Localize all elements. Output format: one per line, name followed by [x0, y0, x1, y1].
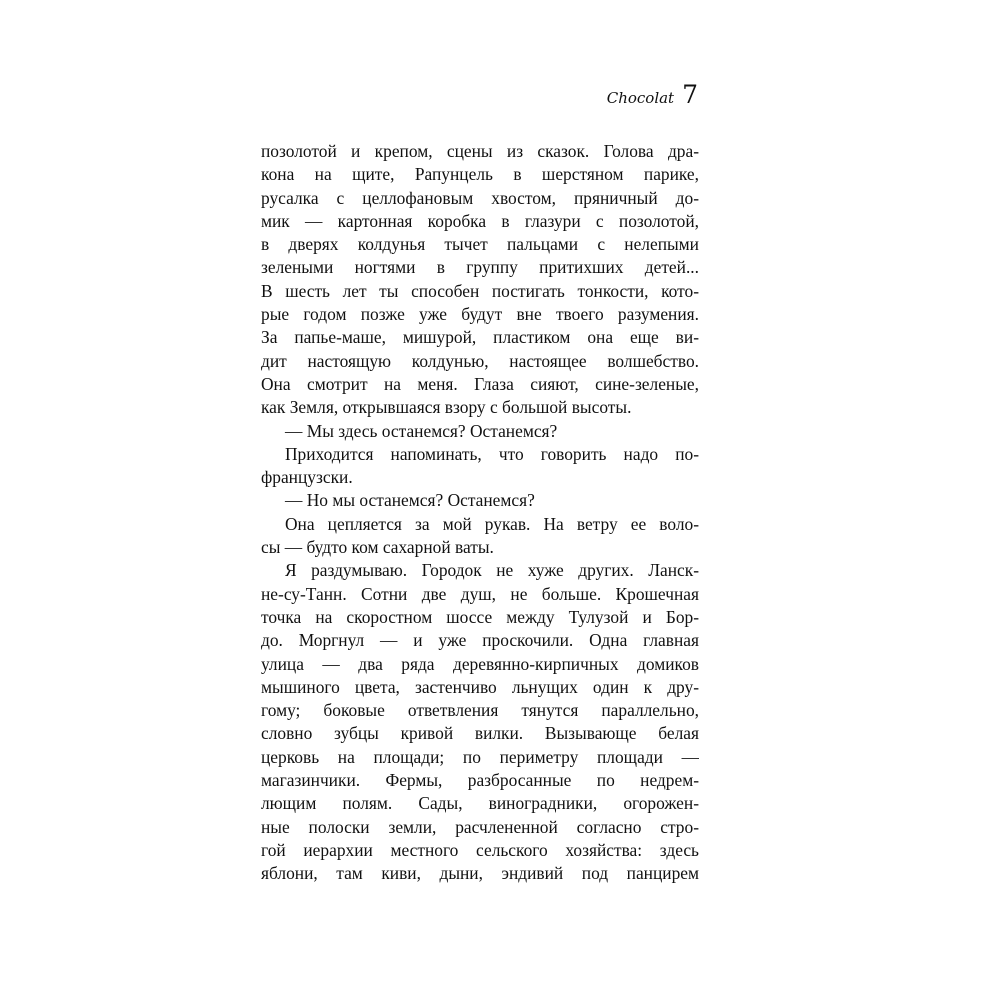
text-line: сы — будто ком сахарной ваты.	[261, 537, 494, 558]
text-line: русалка с целлофановым хвостом, пряничный до-	[261, 187, 699, 208]
text-line: яблони, там киви, дыни, эндивий под панцирем	[261, 863, 699, 884]
text-line: лющим полям. Сады, виноградники, огорожен-	[261, 793, 699, 814]
body-text	[261, 140, 699, 886]
text-line: ные полоски земли, расчлененной согласно стро-	[261, 816, 699, 837]
text-line: улица — два ряда деревянно-кирпичных домиков	[261, 653, 699, 674]
text-line: церковь на площади; по периметру площади —	[261, 746, 699, 767]
text-line: Она смотрит на меня. Глаза сияют, сине-зеленые,	[261, 373, 699, 394]
text-line: точка на скоростном шоссе между Тулузой и Бор-	[261, 606, 699, 627]
text-line: рые годом позже уже будут вне твоего разумения.	[261, 304, 699, 325]
text-line: до. Моргнул — и уже проскочили. Одна главная	[261, 630, 699, 651]
running-head	[607, 80, 698, 114]
text-line: гому; боковые ответвления тянутся параллельно,	[261, 700, 699, 721]
text-line: не-су-Танн. Сотни две душ, не больше. Крошечная	[261, 583, 699, 604]
text-line: За папье-маше, мишурой, пластиком она еще ви-	[261, 327, 699, 348]
text-line: как Земля, открывшаяся взору с большой высоты.	[261, 397, 632, 418]
text-line: Я раздумываю. Городок не хуже других. Ланск-	[285, 560, 699, 581]
text-line: Она цепляется за мой рукав. На ветру ее воло-	[285, 513, 699, 534]
text-line: позолотой и крепом, сцены из сказок. Голова дра-	[261, 141, 699, 161]
text-line: Приходится напоминать, что говорить надо по-	[285, 443, 699, 464]
text-line: зелеными ногтями в группу притихших детей...	[261, 257, 699, 278]
page-number: 7	[682, 80, 698, 109]
text-line: гой иерархии местного сельского хозяйства: здесь	[261, 839, 699, 860]
text-line: французски.	[261, 467, 353, 488]
text-line: — Но мы останемся? Останемся?	[285, 490, 535, 511]
text-line: мик — картонная коробка в глазури с позолотой,	[261, 210, 699, 231]
text-line: дит настоящую колдунью, настоящее волшебство.	[261, 350, 699, 371]
text-line: в дверях колдунья тычет пальцами с нелепыми	[261, 234, 699, 255]
text-line: кона на щите, Рапунцель в шерстяном парике,	[261, 164, 699, 185]
text-line: мышиного цвета, застенчиво льнущих один к дру-	[261, 676, 699, 697]
text-line: словно зубцы кривой вилки. Вызывающе белая	[261, 723, 699, 744]
text-line: магазинчики. Фермы, разбросанные по недрем-	[261, 770, 699, 791]
running-head-title: Chocolat	[606, 89, 675, 107]
text-line: — Мы здесь останемся? Останемся?	[285, 420, 558, 441]
text-line: В шесть лет ты способен постигать тонкости, кото-	[261, 280, 699, 301]
